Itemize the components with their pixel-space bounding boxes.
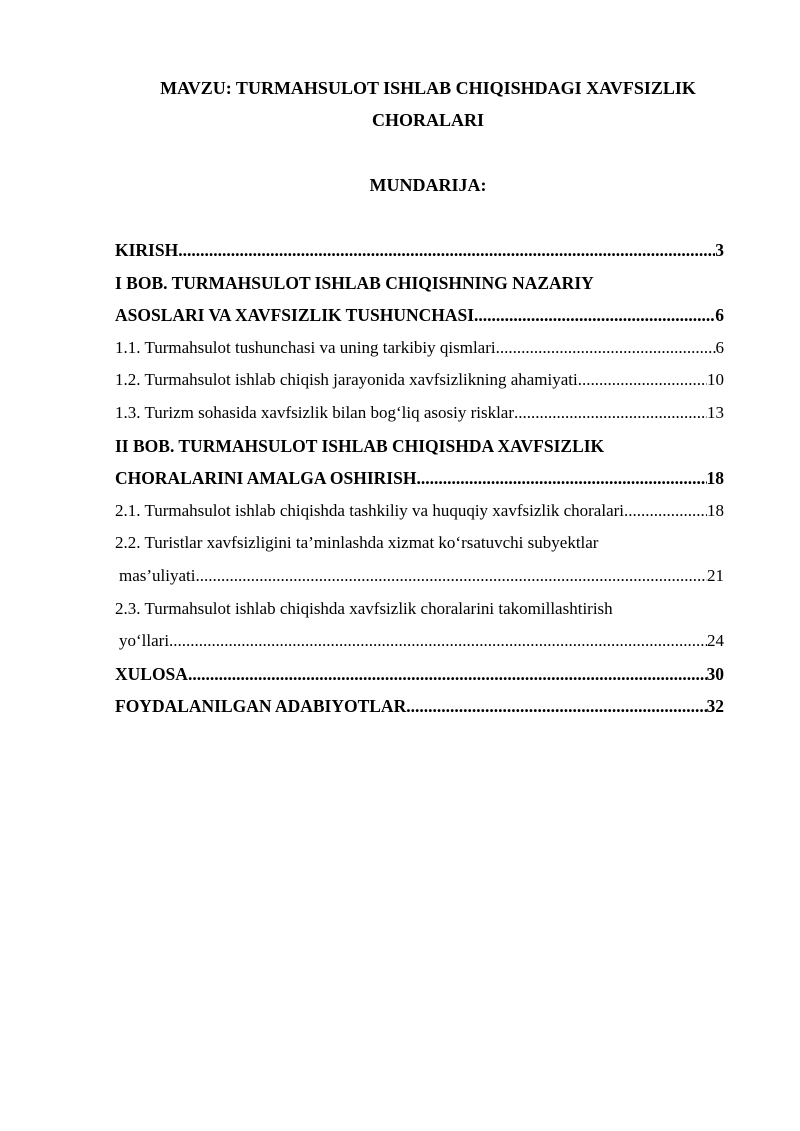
toc-entry-2-2-line-1 xyxy=(115,527,724,560)
toc-leader-dots xyxy=(416,462,706,495)
toc-leader-dots xyxy=(195,560,707,593)
toc-entry-label: ASOSLARI VA XAVFSIZLIK TUSHUNCHASI xyxy=(115,305,475,326)
toc-entry-bibliography xyxy=(115,690,724,723)
toc-entry-chapter-1-line-2 xyxy=(115,299,724,332)
toc-entry-page: 6 xyxy=(715,337,724,357)
toc-entry-page: 32 xyxy=(706,696,724,717)
toc-leader-dots xyxy=(514,397,707,430)
toc-entry-1-3 xyxy=(115,397,724,430)
toc-entry-label: 2.1. Turmahsulot ishlab chiqishda tashkiliy va huquqiy xavfsizlik choralari xyxy=(115,500,624,520)
toc-leader-dots xyxy=(578,364,707,397)
document-title-line-2: CHORALARI xyxy=(371,110,484,130)
toc-entry-2-1 xyxy=(115,495,724,528)
toc-entry-2-3-line-1 xyxy=(115,593,724,626)
toc-entry-label: mas’uliyati xyxy=(119,565,196,585)
toc-entry-chapter-2-line-1 xyxy=(115,430,724,463)
toc-entry-page: 18 xyxy=(706,468,724,489)
toc-entry-page: 10 xyxy=(707,370,724,390)
toc-leader-dots xyxy=(624,495,707,528)
toc-entry-page: 30 xyxy=(706,663,724,684)
toc-entry-label: I BOB. TURMAHSULOT ISHLAB CHIQISHNING NAZARIY xyxy=(115,272,594,293)
toc-entry-label: 1.3. Turizm sohasida xavfsizlik bilan bog‘liq asosiy risklar xyxy=(115,402,514,422)
toc-heading: MUNDARIJA: xyxy=(369,175,487,195)
toc-entry-page: 3 xyxy=(715,240,724,260)
toc-entry-label: KIRISH xyxy=(115,240,179,260)
toc-leader-dots xyxy=(496,332,716,365)
toc-leader-dots xyxy=(169,625,707,658)
toc-entry-page: 13 xyxy=(707,402,724,422)
toc-entry-label: II BOB. TURMAHSULOT ISHLAB CHIQISHDA XAVFSIZLIK xyxy=(115,435,605,456)
toc-entry-chapter-2-line-2 xyxy=(115,462,724,495)
toc-entry-label: FOYDALANILGAN ADABIYOTLAR xyxy=(115,696,407,717)
toc-entry-page: 24 xyxy=(707,631,724,651)
toc-entry-label: 1.2. Turmahsulot ishlab chiqish jarayonida xavfsizlikning ahamiyati xyxy=(115,370,578,390)
toc-entry-page: 18 xyxy=(707,500,724,520)
toc-entry-1-1 xyxy=(115,332,724,365)
toc-entry-page: 21 xyxy=(707,565,724,585)
toc-leader-dots xyxy=(188,658,707,691)
toc-leader-dots xyxy=(178,234,715,267)
toc-leader-dots xyxy=(406,690,706,723)
table-of-contents xyxy=(115,234,724,723)
toc-entry-1-2 xyxy=(115,364,724,397)
toc-entry-label: yo‘llari xyxy=(119,631,170,651)
toc-entry-2-2-line-2 xyxy=(115,560,724,593)
toc-entry-xulosa xyxy=(115,658,724,691)
toc-entry-label: XULOSA xyxy=(115,663,188,684)
toc-entry-label: 2.2. Turistlar xavfsizligini ta’minlashda xizmat ko‘rsatuvchi subyektlar xyxy=(115,533,599,553)
toc-entry-2-3-line-2 xyxy=(115,625,724,658)
toc-entry-page: 6 xyxy=(715,305,724,326)
document-title-line-1: MAVZU: TURMAHSULOT ISHLAB CHIQISHDAGI XAVFSIZLIK xyxy=(160,78,696,98)
toc-entry-label: 1.1. Turmahsulot tushunchasi va uning tarkibiy qismlari xyxy=(115,337,496,357)
toc-entry-label: 2.3. Turmahsulot ishlab chiqishda xavfsizlik choralarini takomillashtirish xyxy=(115,598,613,618)
toc-entry-kirish xyxy=(115,234,724,267)
toc-entry-label: CHORALARINI AMALGA OSHIRISH xyxy=(115,468,417,489)
toc-leader-dots xyxy=(474,299,715,332)
toc-entry-chapter-1-line-1 xyxy=(115,267,724,300)
